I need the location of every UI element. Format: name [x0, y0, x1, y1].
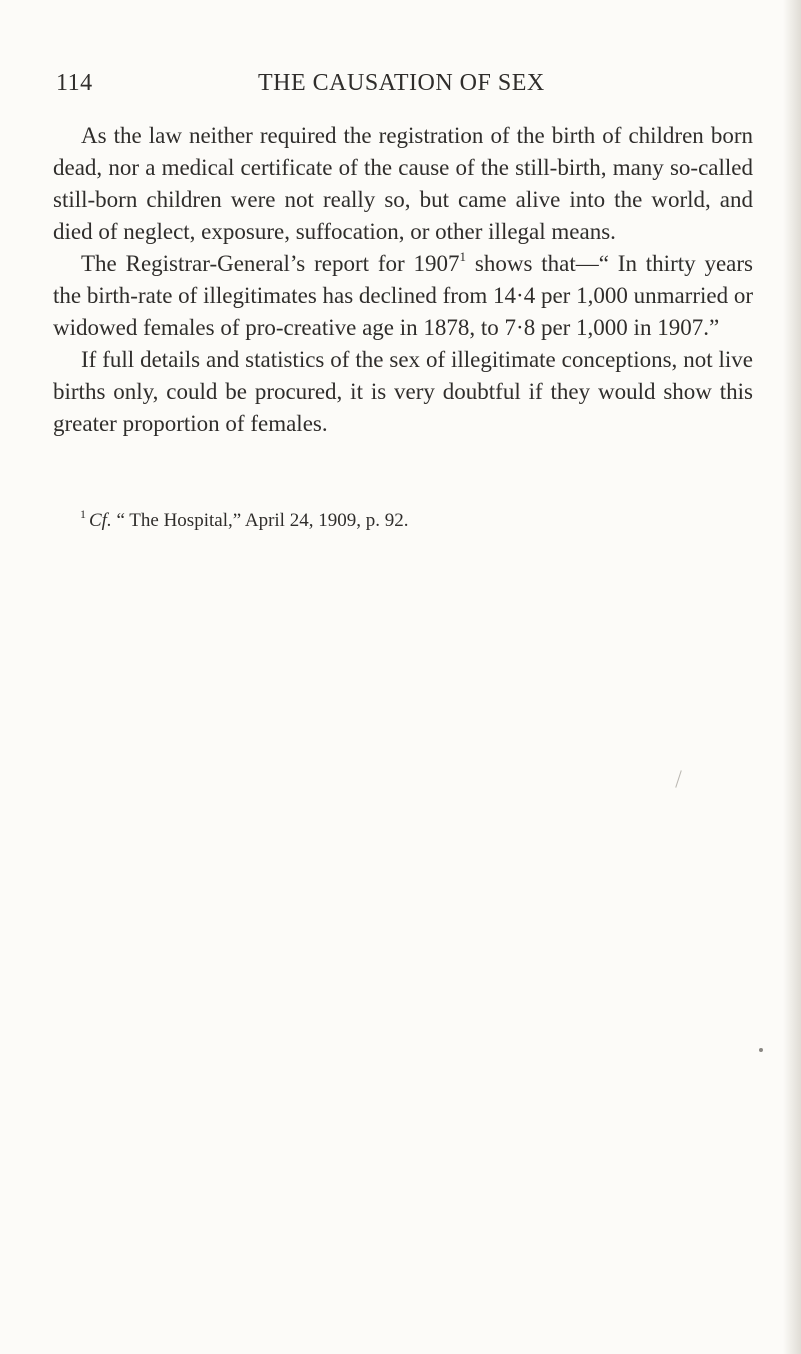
footnote-marker: 1: [80, 507, 86, 521]
running-head: [56, 70, 706, 110]
page-number: 114: [56, 70, 93, 96]
paper-mark: [675, 770, 682, 787]
footnote-italic-prefix: Cf.: [89, 510, 112, 531]
footnote-text: “ The Hospital,” April 24, 1909, p. 92.: [111, 510, 409, 531]
paragraph-1: As the law neither required the registration of the birth of children born dead, nor a medical certificate of the cause of the still-birth, many so-called still-born children were not really so, but came alive into the world, and died of neglect, exposure, suffocation, or other illegal means.: [53, 123, 753, 244]
paper-speck: [759, 1048, 763, 1052]
paragraph-3: If full details and statistics of the sex of illegitimate conceptions, not live births only, could be procured, it is very doubtful if they would show this greater proportion of females.: [53, 347, 753, 436]
chapter-title: THE CAUSATION OF SEX: [258, 70, 545, 96]
footnote: [80, 508, 740, 533]
paragraph-2-after-note: shows that—“ In thirty years the birth-rate of illegitimates has declined from 14·4 per 1,000 unmarried or widowed females of pro-creative age in 1878, to 7·8 per 1,000 in 1907.”: [53, 251, 754, 340]
page-edge-shadow: [783, 0, 801, 1354]
paragraph-2: [53, 248, 753, 344]
footnote-reference: 1: [459, 249, 467, 264]
paragraph-2-before-note: The Registrar-General’s report for 1907: [81, 251, 460, 276]
main-text: [53, 120, 753, 440]
